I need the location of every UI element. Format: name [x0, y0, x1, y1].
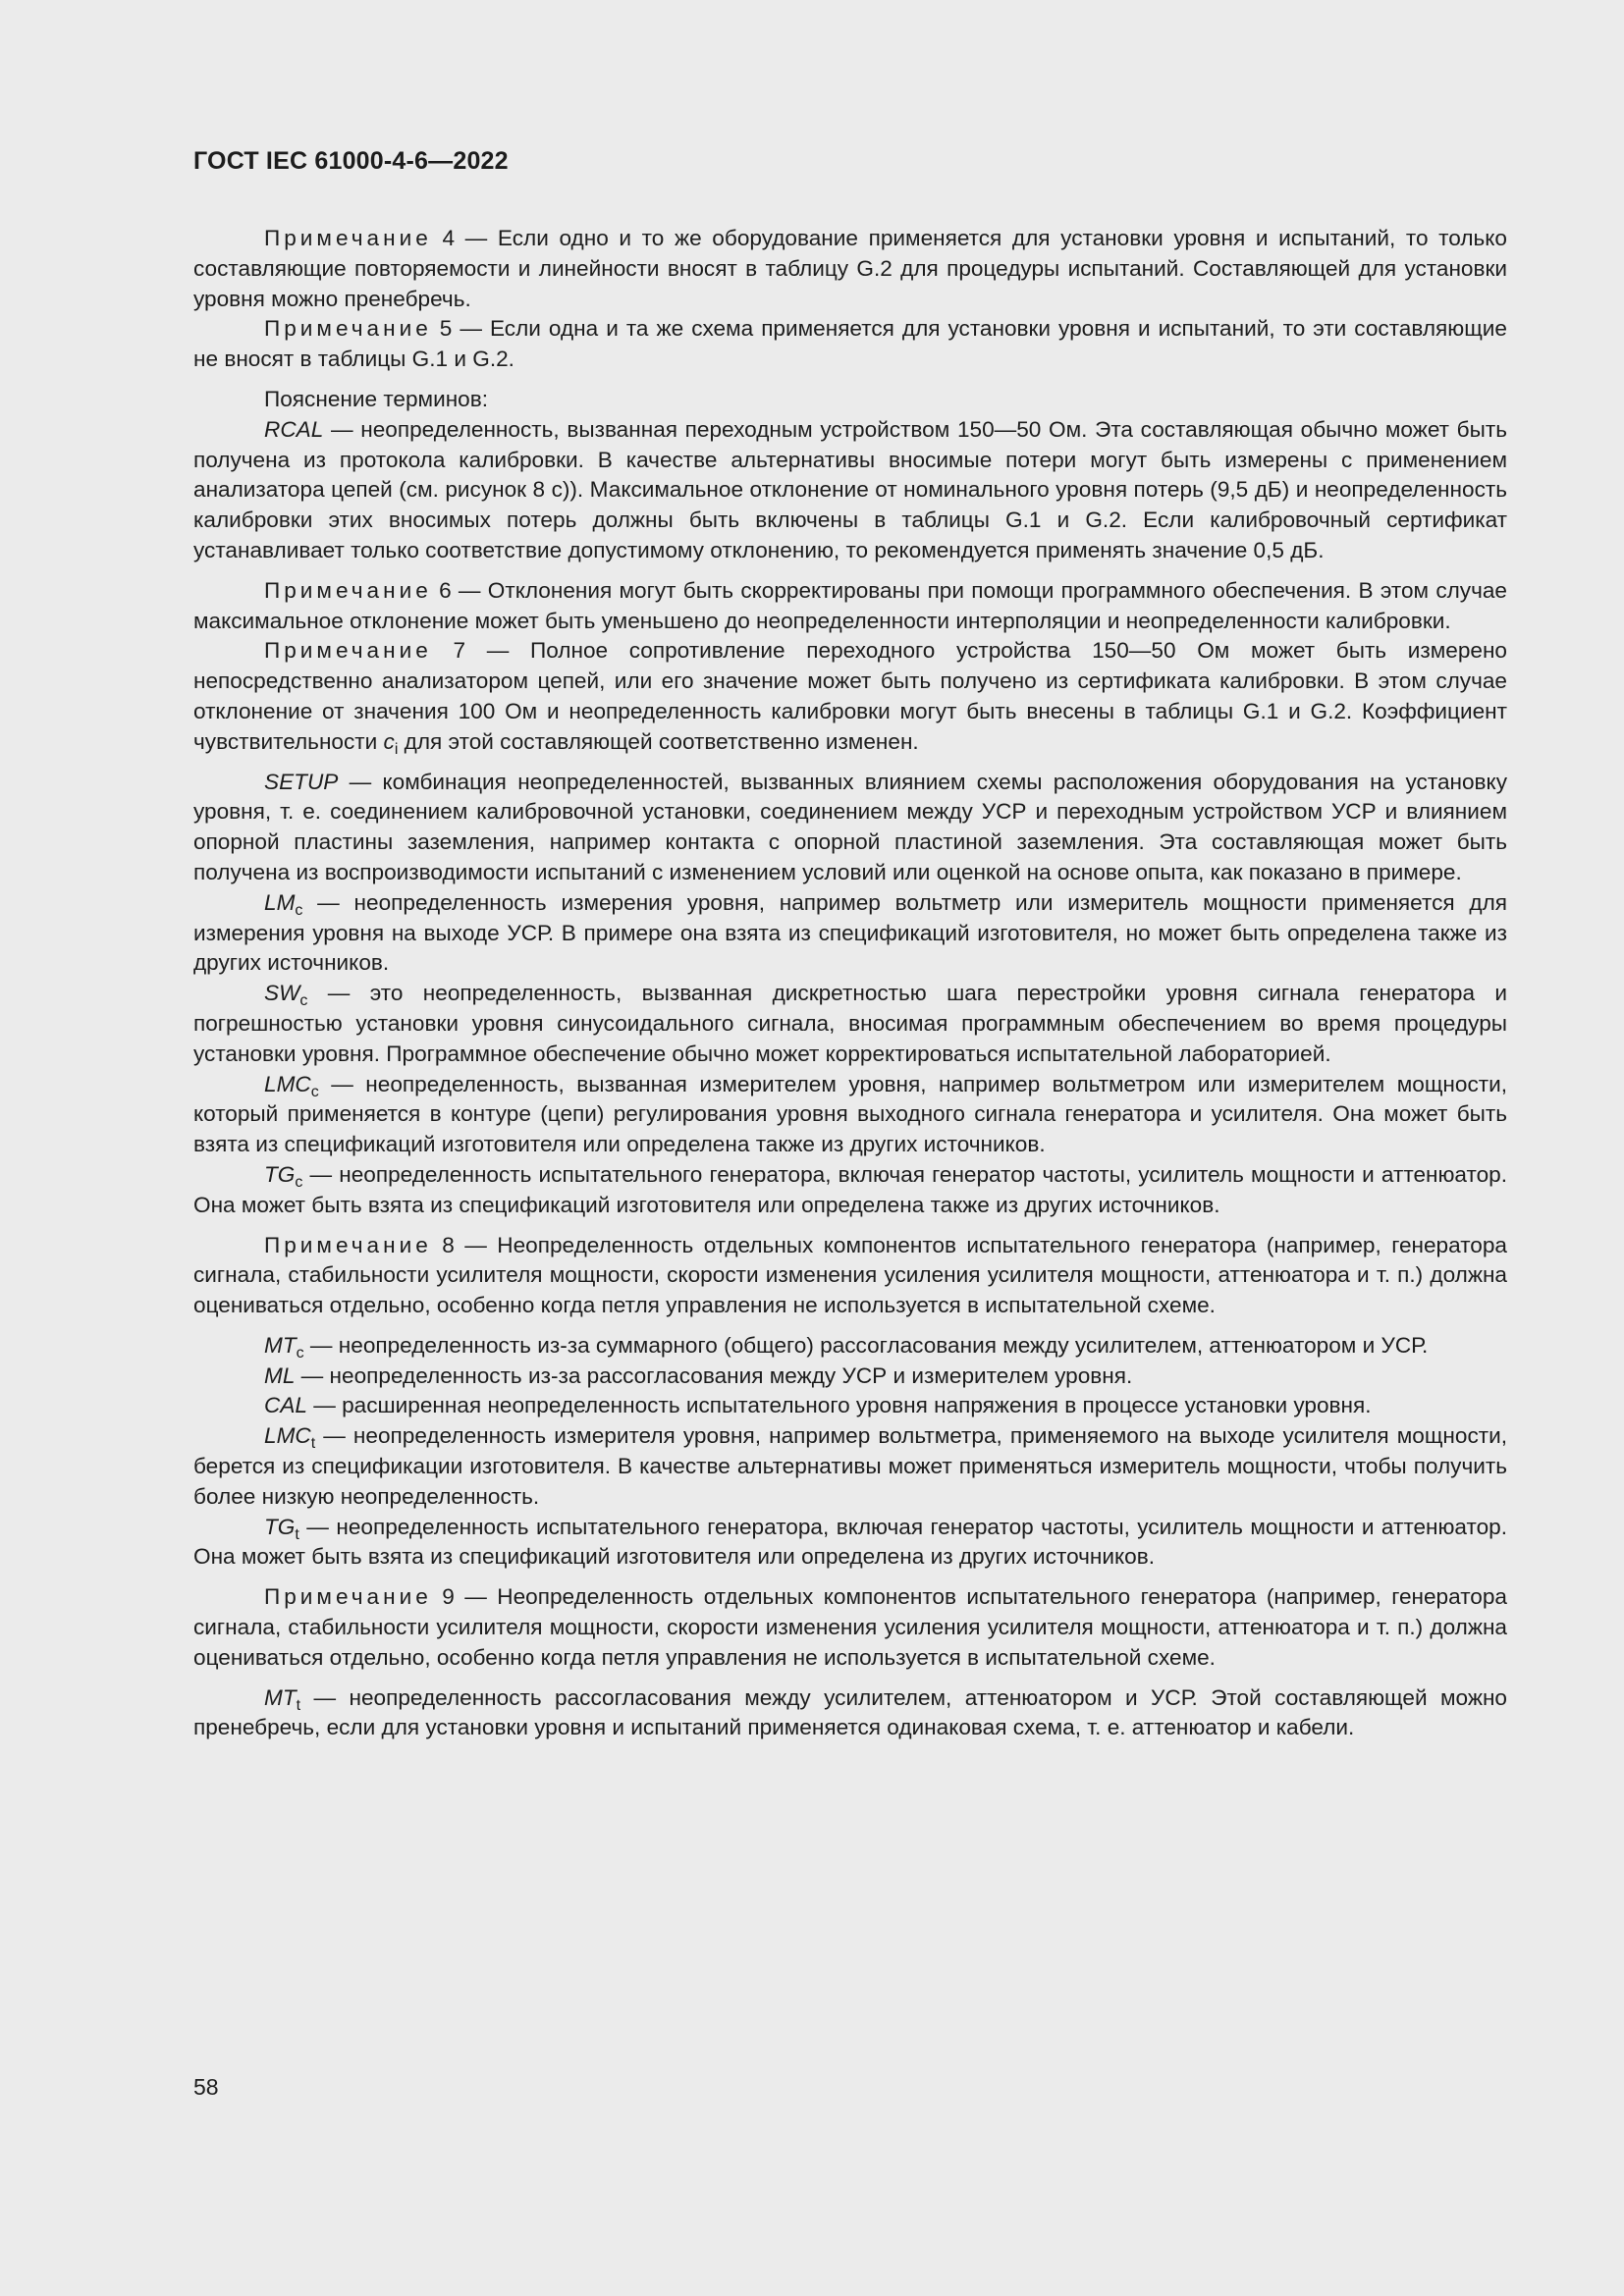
note-text: — Если одна и та же схема применяется для установки уровня и испытаний, то эти составляющие не вносят в таблицы G.1 и G.2.	[193, 316, 1507, 372]
note-8	[193, 1231, 1507, 1321]
document-header: ГОСТ IEC 61000-4-6—2022	[193, 147, 509, 175]
term-symbol: TG	[264, 1514, 296, 1539]
term-definition: — неопределенность из-за рассогласования между УСР и измерителем уровня.	[295, 1362, 1133, 1388]
terms-title: Пояснение терминов:	[264, 386, 489, 411]
term-definition: — неопределенность испытательного генератора, включая генератор частоты, усилитель мощности и аттенюатор. Она может быть взята из спецификаций изготовителя или определена также из других источников.	[193, 1161, 1507, 1217]
note-text: — Неопределенность отдельных компонентов испытательного генератора (например, генератора сигнала, стабильности усилителя мощности, скорости изменения усиления усилителя мощности, аттенюатора и т. п.) должна оцениваться отдельно, особенно когда петля управления не используется в испытательной схеме.	[193, 1584, 1507, 1670]
note-5	[193, 314, 1507, 375]
term-symbol: RCAL	[264, 416, 324, 442]
term-symbol: SETUP	[264, 769, 339, 794]
term-mtt	[193, 1683, 1507, 1744]
term-symbol: ML	[264, 1362, 296, 1388]
term-symbol: LM	[264, 889, 296, 915]
term-lmcc	[193, 1070, 1507, 1160]
note-label: Примечание	[264, 316, 432, 342]
term-definition: — неопределенность испытательного генератора, включая генератор частоты, усилитель мощности и аттенюатор. Она может быть взята из спецификаций изготовителя или определена из других источников.	[193, 1514, 1507, 1570]
note-label: Примечание	[264, 577, 432, 603]
page-content	[193, 224, 1507, 1743]
note-number: 8	[442, 1232, 455, 1257]
coefficient-subscript: i	[394, 740, 399, 758]
note-number: 5	[439, 316, 453, 342]
term-definition: — неопределенность рассогласования между усилителем, аттенюатором и УСР. Этой составляющей можно пренебречь, если для установки уровня и испытаний применяется одинаковая схема, т. е. аттенюатор и кабели.	[193, 1684, 1507, 1740]
term-definition: — расширенная неопределенность испытательного уровня напряжения в процессе установки уровня.	[306, 1393, 1372, 1418]
term-subscript: c	[295, 1173, 303, 1191]
term-mtc	[193, 1331, 1507, 1362]
term-definition: — неопределенность измерения уровня, например вольтметр или измеритель мощности применяется для измерения уровня на выходе УСР. В примере она взята из спецификаций изготовителя, но может быть определена также из других источников.	[193, 889, 1507, 976]
note-label: Примечание	[264, 1584, 432, 1610]
term-symbol: CAL	[264, 1393, 307, 1418]
term-cal	[193, 1391, 1507, 1421]
term-symbol: LMC	[264, 1423, 311, 1449]
note-number: 4	[442, 226, 456, 250]
coefficient-symbol: c	[383, 728, 395, 754]
term-subscript: t	[296, 1696, 301, 1714]
term-definition: — это неопределенность, вызванная дискретностью шага перестройки уровня сигнала генератора и погрешностью установки уровня синусоидального сигнала, вносимая программным обеспечением во время процедуры установки уровня. Программное обеспечение обычно может корректироваться испытательной лабораторией.	[193, 981, 1507, 1066]
term-definition: — неопределенность, вызванная измерителем уровня, например вольтметром или измерителем мощности, который применяется в контуре (цепи) регулирования уровня выходного сигнала генератора и усилителя. Она может быть взята из спецификаций изготовителя или определена также из других источников.	[193, 1071, 1507, 1157]
term-tgc	[193, 1160, 1507, 1221]
term-subscript: c	[310, 1083, 319, 1100]
term-rcal	[193, 415, 1507, 566]
term-subscript: c	[295, 901, 303, 919]
term-symbol: MT	[264, 1332, 297, 1358]
term-tgt	[193, 1513, 1507, 1574]
note-text: — Полное сопротивление переходного устройства 150—50 Ом может быть измерено непосредственно анализатором цепей, или его значение может быть получено из сертификата калибровки. В этом случае отклонение от значения 100 Ом и неопределенность калибровки могут быть внесены в таблицы G.1 и G.2. Коэффициент чувствительности	[193, 638, 1507, 754]
note-4	[193, 224, 1507, 314]
term-symbol: MT	[264, 1684, 297, 1710]
term-symbol: TG	[264, 1161, 296, 1187]
note-number: 7	[453, 638, 466, 664]
note-text-tail: для этой составляющей соответственно изменен.	[398, 728, 919, 754]
note-text: — Отклонения могут быть скорректированы при помощи программного обеспечения. В этом случае максимальное отклонение может быть уменьшено до неопределенности интерполяции и неопределенности калибровки.	[193, 577, 1507, 633]
term-subscript: t	[295, 1525, 299, 1543]
term-subscript: c	[299, 992, 308, 1010]
term-symbol: SW	[264, 981, 300, 1006]
term-lmct	[193, 1421, 1507, 1512]
term-setup	[193, 768, 1507, 888]
note-text: — Неопределенность отдельных компонентов испытательного генератора (например, генератора сигнала, стабильности усилителя мощности, скорости изменения усиления усилителя мощности, аттенюатора и т. п.) должна оцениваться отдельно, особенно когда петля управления не используется в испытательной схеме.	[193, 1232, 1507, 1318]
note-number: 9	[442, 1584, 455, 1610]
term-symbol: LMC	[264, 1071, 311, 1096]
term-subscript: t	[310, 1435, 316, 1453]
note-7	[193, 636, 1507, 757]
term-definition: — комбинация неопределенностей, вызванных влиянием схемы расположения оборудования на установку уровня, т. е. соединением калибровочной установки, соединением между УСР и переходным устройством УСР и влиянием опорной пластины заземления, например контакта с опорной пластиной заземления. Эта составляющая может быть получена из воспроизводимости испытаний с изменением условий или оценкой на основе опыта, как показано в примере.	[193, 769, 1507, 884]
term-ml	[193, 1362, 1507, 1392]
term-subscript: c	[296, 1344, 304, 1362]
term-definition: — неопределенность из-за суммарного (общего) рассогласования между усилителем, аттенюатором и УСР.	[303, 1332, 1429, 1358]
note-label: Примечание	[264, 226, 432, 250]
term-lmc	[193, 888, 1507, 979]
note-text: — Если одно и то же оборудование применяется для установки уровня и испытаний, то только составляющие повторяемости и линейности вносят в таблицу G.2 для процедуры испытаний. Составляющей для установки уровня можно пренебречь.	[193, 226, 1507, 311]
term-definition: — неопределенность, вызванная переходным устройством 150—50 Ом. Эта составляющая обычно может быть получена из протокола калибровки. В качестве альтернативы вносимые потери могут быть измерены с применением анализатора цепей (см. рисунок 8 c)). Максимальное отклонение от номинального уровня потерь (9,5 дБ) и неопределенность калибровки этих вносимых потерь должны быть включены в таблицы G.1 и G.2. Если калибровочный сертификат устанавливает только соответствие допустимому отклонению, то рекомендуется применять значение 0,5 дБ.	[193, 416, 1507, 562]
note-6	[193, 576, 1507, 637]
page-number: 58	[193, 2074, 219, 2100]
note-9	[193, 1582, 1507, 1673]
term-definition: — неопределенность измерителя уровня, например вольтметра, применяемого на выходе усилителя мощности, берется из спецификации изготовителя. В качестве альтернативы может применяться измеритель мощности, чтобы получить более низкую неопределенность.	[193, 1423, 1507, 1509]
note-label: Примечание	[264, 638, 432, 664]
note-number: 6	[439, 577, 452, 603]
term-swc	[193, 979, 1507, 1069]
note-label: Примечание	[264, 1232, 432, 1257]
